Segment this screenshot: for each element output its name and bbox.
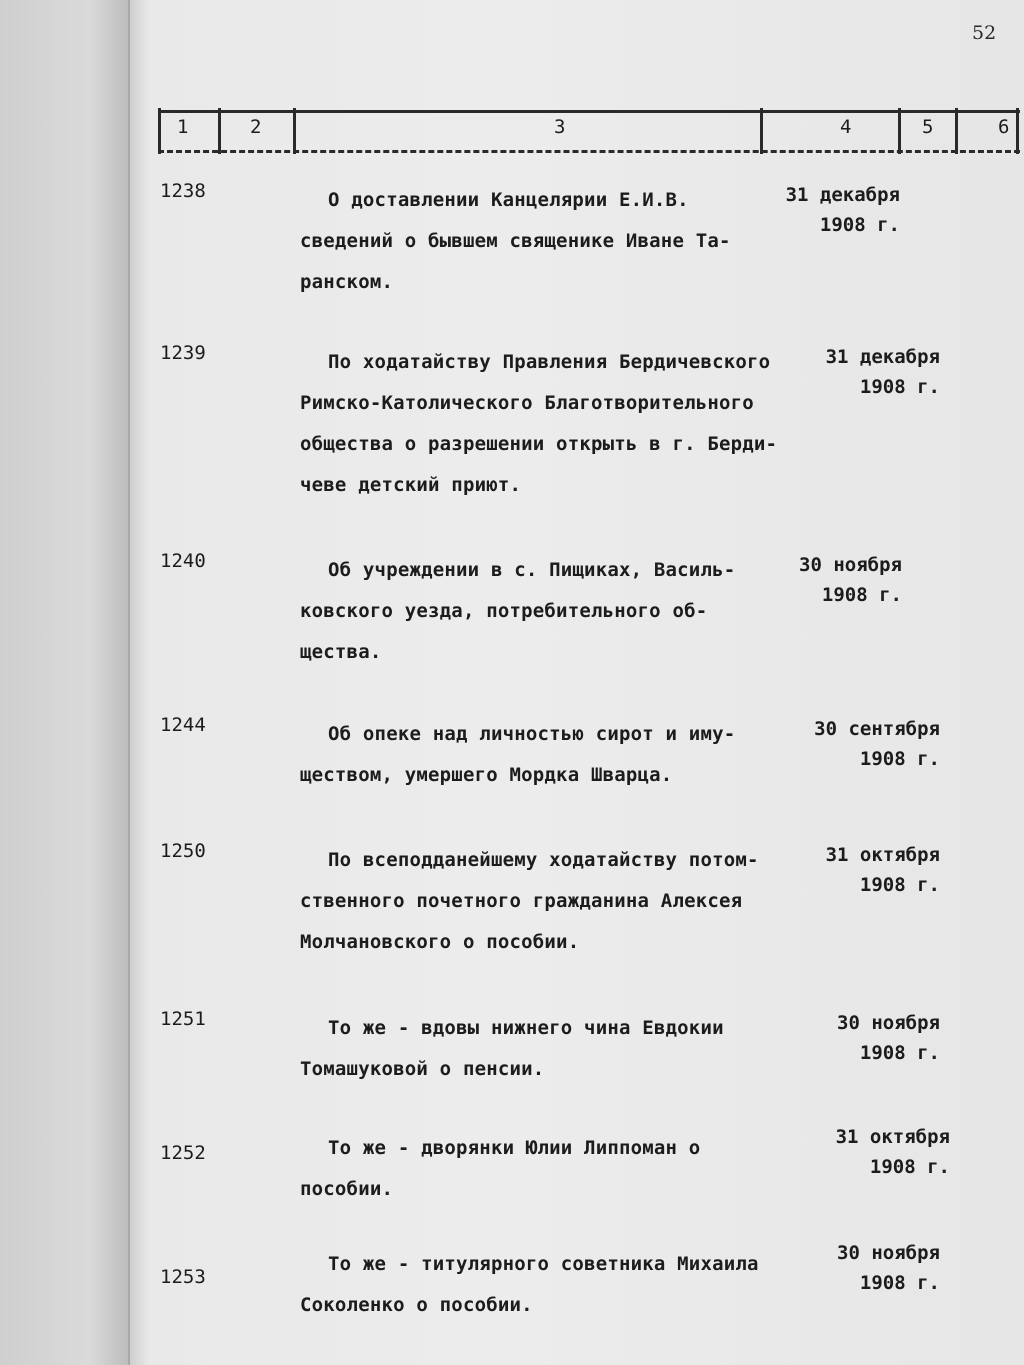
- column-separator: [898, 108, 901, 154]
- description-line: Об опеке над личностью сирот и иму-: [328, 723, 736, 745]
- date-year: 1908 г.: [859, 1272, 940, 1294]
- record-date: [770, 840, 940, 900]
- date-day: 30 ноября: [837, 1242, 940, 1264]
- record-number: 1250: [160, 840, 206, 862]
- date-year: 1908 г.: [819, 214, 900, 236]
- record-date: [780, 1122, 950, 1182]
- date-day: 31 октября: [835, 1126, 950, 1148]
- column-separator: [218, 108, 221, 154]
- date-day: 31 декабря: [825, 346, 940, 368]
- record-date: [730, 180, 900, 240]
- date-year: 1908 г.: [859, 748, 940, 770]
- column-number-3: 3: [554, 116, 566, 138]
- description-line: Томашуковой о пенсии.: [300, 1058, 545, 1080]
- description-line: По всеподданейшему ходатайству потом-: [328, 849, 759, 871]
- date-year: 1908 г.: [859, 1042, 940, 1064]
- record-date: [770, 342, 940, 402]
- date-day: 30 ноября: [837, 1012, 940, 1034]
- description-line: Соколенко о пособии.: [300, 1294, 533, 1316]
- description-line: щества.: [300, 641, 382, 663]
- record-description: [300, 1128, 820, 1210]
- record-date: [770, 714, 940, 774]
- description-line: ственного почетного гражданина Алексея: [300, 890, 743, 912]
- description-line: По ходатайству Правления Бердичевского: [328, 351, 771, 373]
- description-line: Молчановского о пособии.: [300, 931, 580, 953]
- description-line: чеве детский приют.: [300, 474, 522, 496]
- record-description: [300, 1244, 820, 1326]
- record-description: [300, 840, 820, 963]
- column-separator: [1016, 108, 1019, 154]
- description-line: То же - титулярного советника Михаила: [328, 1253, 759, 1275]
- record-number: 1252: [160, 1142, 206, 1164]
- record-number: 1244: [160, 714, 206, 736]
- column-separator: [760, 108, 763, 154]
- column-number-5: 5: [922, 116, 934, 138]
- description-line: Об учреждении в с. Пищиках, Василь-: [328, 559, 736, 581]
- record-date: [770, 1238, 940, 1298]
- record-description: [300, 342, 820, 506]
- column-separator: [955, 108, 958, 154]
- date-year: 1908 г.: [859, 874, 940, 896]
- description-line: общества о разрешении открыть в г. Берди-: [300, 433, 778, 455]
- description-line: пособии.: [300, 1178, 394, 1200]
- description-line: То же - дворянки Юлии Липпоман о: [328, 1137, 701, 1159]
- record-number: 1251: [160, 1008, 206, 1030]
- description-line: О доставлении Канцелярии Е.И.В.: [328, 189, 689, 211]
- record-description: [300, 1008, 820, 1090]
- description-line: ранском.: [300, 271, 394, 293]
- record-number: 1253: [160, 1266, 206, 1288]
- record-number: 1238: [160, 180, 206, 202]
- date-day: 31 декабря: [785, 184, 900, 206]
- page-number: 52: [972, 22, 997, 44]
- date-day: 31 октября: [825, 844, 940, 866]
- record-description: [300, 714, 820, 796]
- description-line: То же - вдовы нижнего чина Евдокии: [328, 1017, 724, 1039]
- date-year: 1908 г.: [821, 584, 902, 606]
- description-line: ковского уезда, потребительного об-: [300, 600, 708, 622]
- date-day: 30 сентября: [814, 718, 940, 740]
- column-separator: [293, 108, 296, 154]
- header-rule-top: [158, 110, 1020, 113]
- column-separator: [158, 108, 161, 154]
- record-number: 1240: [160, 550, 206, 572]
- facing-page-edge: [0, 0, 130, 1365]
- column-number-6: 6: [998, 116, 1010, 138]
- description-line: сведений о бывшем священике Иване Та-: [300, 230, 731, 252]
- description-line: ществом, умершего Мордка Шварца.: [300, 764, 673, 786]
- column-number-1: 1: [177, 116, 189, 138]
- record-number: 1239: [160, 342, 206, 364]
- column-number-4: 4: [840, 116, 852, 138]
- header-rule-bottom: [158, 150, 1020, 153]
- description-line: Римско-Католического Благотворительного: [300, 392, 754, 414]
- date-year: 1908 г.: [859, 376, 940, 398]
- record-date: [770, 1008, 940, 1068]
- date-day: 30 ноября: [799, 554, 902, 576]
- record-date: [732, 550, 902, 610]
- date-year: 1908 г.: [869, 1156, 950, 1178]
- column-number-2: 2: [250, 116, 262, 138]
